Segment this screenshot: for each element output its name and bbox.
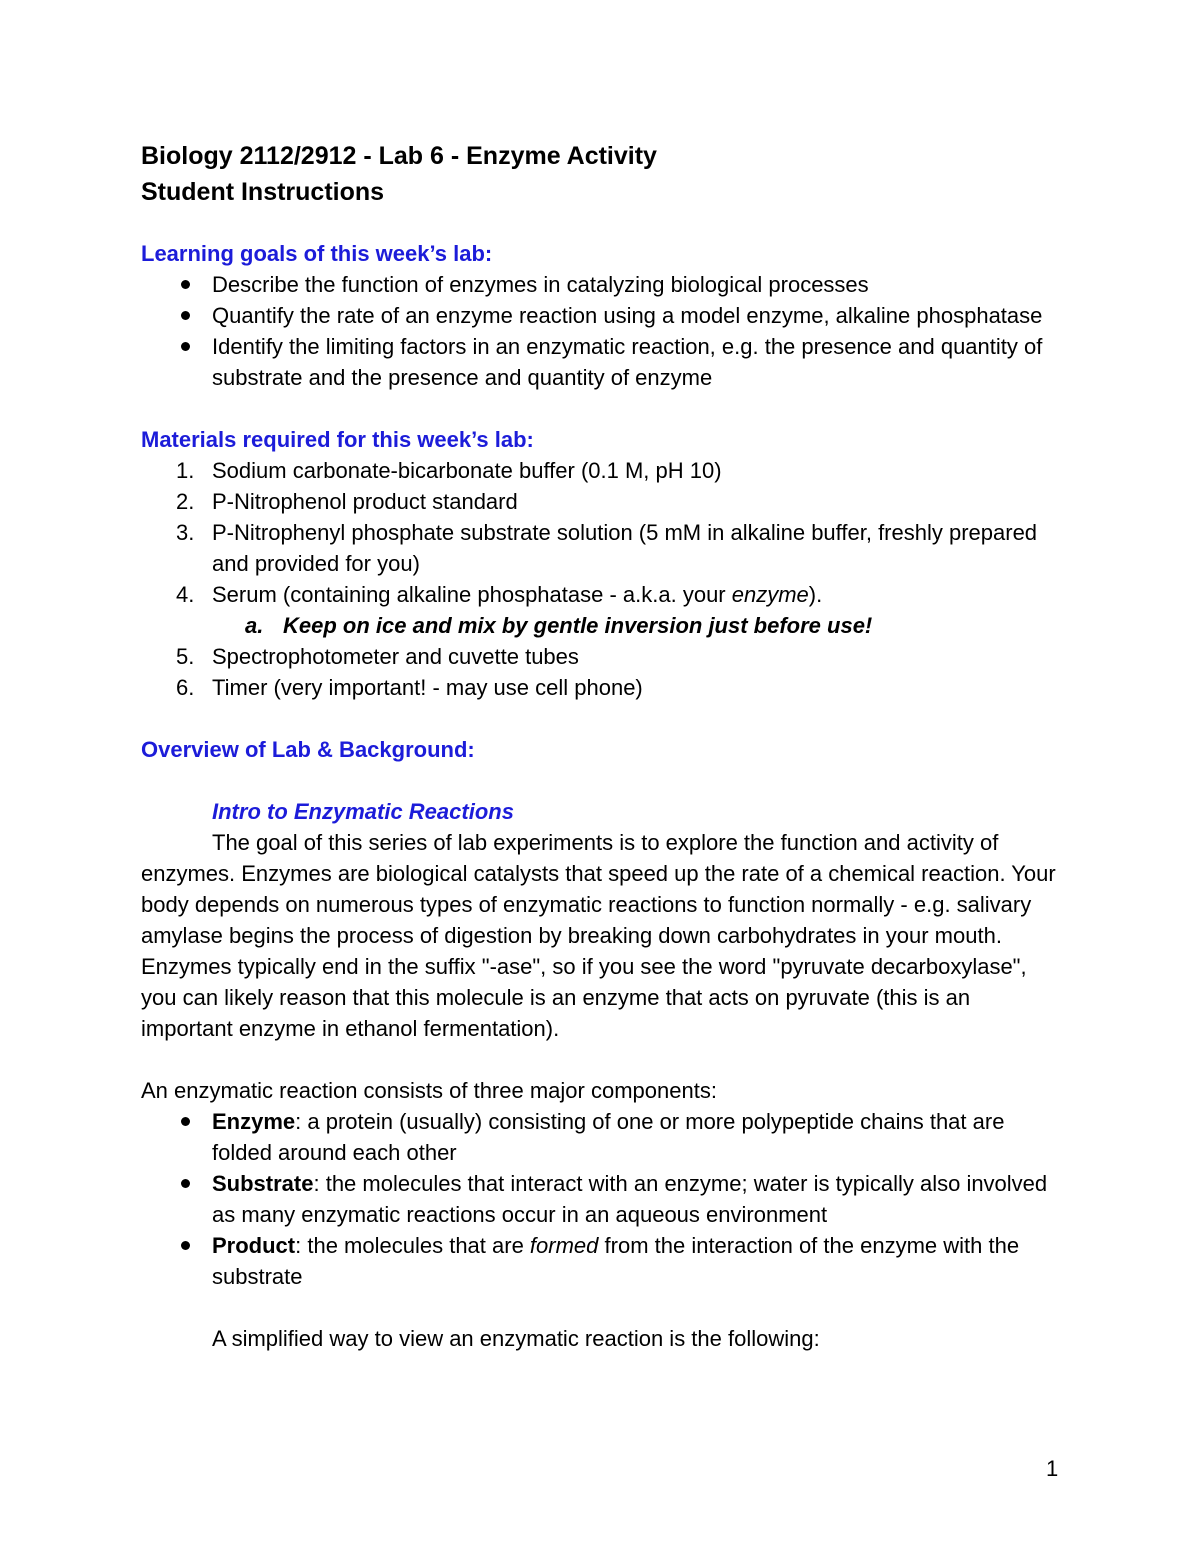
intro-subheading: Intro to Enzymatic Reactions <box>212 799 514 824</box>
document-page <box>141 138 1061 1354</box>
document-subtitle: Student Instructions <box>141 178 385 206</box>
page-number: 1 <box>1046 1456 1059 1481</box>
list-item: 4. Serum (containing alkaline phosphatase - a.k.a. your enzyme). <box>176 582 823 607</box>
bullet-icon <box>181 311 190 320</box>
intro-paragraph: The goal of this series of lab experiments is to explore the function and activity of enzymes. Enzymes are biological catalysts that speed up the rate of a chemical reaction. Your body depends on numerous types of enzymatic reactions to function normally - e.g. salivary amylase begins the process of digestion by breaking down carbohydrates in your mouth. Enzymes typically end in the suffix "-ase", so if you see the word "pyruvate decarboxylase", you can likely reason that this molecule is an enzyme that acts on pyruvate (this is an important enzyme in ethanol fermentation). <box>141 830 1056 1041</box>
learning-goals-list <box>141 269 1061 393</box>
list-item: 5. Spectrophotometer and cuvette tubes <box>176 644 579 669</box>
list-item: 1. Sodium carbonate-bicarbonate buffer (0.1 M, pH 10) <box>176 458 722 483</box>
bullet-icon <box>181 342 190 351</box>
list-item: Identify the limiting factors in an enzymatic reaction, e.g. the presence and quantity of substrate and the presence and quantity of enzyme <box>141 331 1061 393</box>
document-title: Biology 2112/2912 - Lab 6 - Enzyme Activity <box>141 142 657 170</box>
list-item: Product: the molecules that are formed from the interaction of the enzyme with the substrate <box>141 1230 1061 1292</box>
materials-heading: Materials required for this week’s lab: <box>141 427 534 452</box>
components-list <box>141 1106 1061 1292</box>
list-item: 6. Timer (very important! - may use cell phone) <box>176 675 643 700</box>
list-item: 3. P-Nitrophenyl phosphate substrate solution (5 mM in alkaline buffer, freshly prepared and provided for you) <box>176 520 1038 576</box>
list-item: 2. P-Nitrophenol product standard <box>176 489 518 514</box>
overview-heading: Overview of Lab & Background: <box>141 737 475 762</box>
learning-goals-heading: Learning goals of this week’s lab: <box>141 241 493 266</box>
bullet-icon <box>181 280 190 289</box>
components-intro: An enzymatic reaction consists of three major components: <box>141 1078 717 1103</box>
list-item: Quantify the rate of an enzyme reaction using a model enzyme, alkaline phosphatase <box>141 300 1061 331</box>
list-sub-item: a. Keep on ice and mix by gentle inversion just before use! <box>245 613 873 638</box>
bullet-icon <box>181 1179 190 1188</box>
list-item: Enzyme: a protein (usually) consisting of one or more polypeptide chains that are folded around each other <box>141 1106 1061 1168</box>
list-item: Substrate: the molecules that interact with an enzyme; water is typically also involved as many enzymatic reactions occur in an aqueous environment <box>141 1168 1061 1230</box>
bullet-icon <box>181 1241 190 1250</box>
bullet-icon <box>181 1117 190 1126</box>
list-item: Describe the function of enzymes in catalyzing biological processes <box>141 269 1061 300</box>
materials-list <box>141 455 1061 703</box>
simplified-view-text: A simplified way to view an enzymatic reaction is the following: <box>212 1326 820 1351</box>
